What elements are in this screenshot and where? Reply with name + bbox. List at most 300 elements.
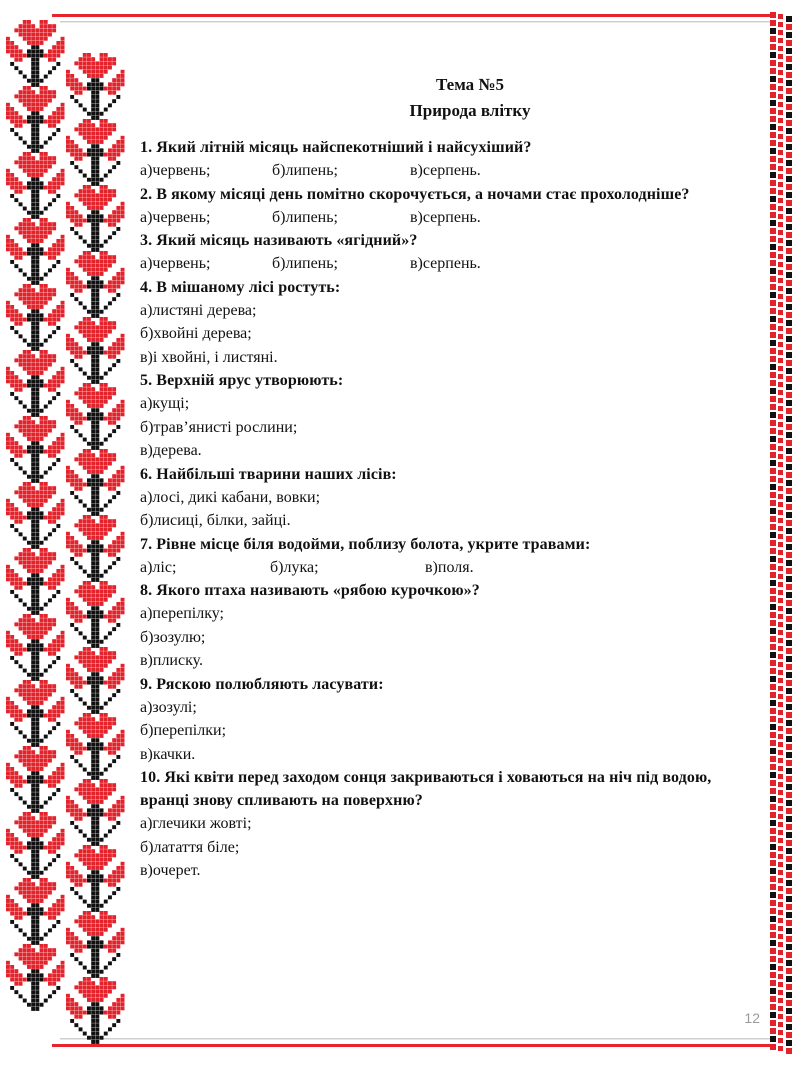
stitch-red	[14, 982, 18, 986]
stitch-red	[19, 292, 23, 296]
stitch-black	[70, 623, 74, 627]
stitch-red	[83, 783, 87, 787]
stitch-black	[79, 697, 83, 701]
stitch-black	[74, 297, 78, 301]
stitch-red	[112, 255, 116, 259]
stitch-red	[112, 619, 116, 623]
stitch-red	[104, 879, 108, 883]
stitch-red	[79, 751, 83, 755]
stitch-black	[35, 788, 39, 792]
stitch-red	[48, 33, 52, 37]
stitch-black	[91, 412, 95, 416]
stitch-red	[19, 618, 23, 622]
stitch-black	[31, 718, 35, 722]
stitch-red	[31, 37, 35, 41]
stitch-red	[87, 391, 91, 395]
stitch-black	[104, 834, 108, 838]
stitch-black	[35, 343, 39, 347]
stitch-red	[56, 371, 60, 375]
stitch-red	[91, 730, 95, 734]
stitch-red	[27, 812, 31, 816]
stitch-red	[27, 301, 31, 305]
stitch-red	[112, 91, 116, 95]
stitch-red	[61, 833, 65, 837]
stitch-red	[108, 1015, 112, 1019]
stitch-red	[87, 985, 91, 989]
stitch-red	[27, 284, 31, 288]
stitch-red	[23, 825, 27, 829]
stitch-black	[95, 949, 99, 953]
stitch-black	[91, 936, 95, 940]
stitch-red	[112, 985, 116, 989]
stitch-red	[52, 846, 56, 850]
stitch-black	[27, 49, 31, 53]
stitch-black	[87, 87, 91, 91]
stitch-red	[104, 990, 108, 994]
stitch-red	[87, 206, 91, 210]
stitch-black	[95, 631, 99, 635]
stitch-black	[35, 54, 39, 58]
stitch-red	[52, 49, 56, 53]
stitch-right	[770, 252, 776, 258]
stitch-right	[770, 1004, 776, 1010]
stitch-black	[35, 334, 39, 338]
stitch-red	[108, 787, 112, 791]
stitch-black	[40, 186, 44, 190]
stitch-right	[770, 580, 776, 586]
stitch-black	[31, 639, 35, 643]
stitch-red	[66, 874, 70, 878]
stitch-red	[44, 582, 48, 586]
stitch-red	[112, 655, 116, 659]
stitch-red	[6, 115, 10, 119]
stitch-red	[79, 391, 83, 395]
stitch-red	[52, 322, 56, 326]
stitch-right	[770, 524, 776, 530]
stitch-red	[100, 915, 104, 919]
stitch-red	[83, 66, 87, 70]
stitch-red	[91, 602, 95, 606]
stitch-red	[10, 965, 14, 969]
stitch-red	[79, 396, 83, 400]
stitch-red	[74, 949, 78, 953]
stitch-red	[108, 858, 112, 862]
stitch-red	[44, 812, 48, 816]
stitch-black	[40, 1003, 44, 1007]
stitch-red	[66, 140, 70, 144]
stitch-red	[104, 255, 108, 259]
stitch-black	[31, 124, 35, 128]
stitch-right	[786, 200, 792, 206]
stitch-red	[52, 454, 56, 458]
stitch-black	[95, 412, 99, 416]
stitch-right	[778, 158, 783, 163]
stitch-red	[35, 41, 39, 45]
stitch-black	[31, 796, 35, 800]
stitch-black	[91, 627, 95, 631]
stitch-red	[87, 787, 91, 791]
stitch-red	[70, 544, 74, 548]
stitch-right	[786, 736, 792, 742]
stitch-right	[770, 308, 776, 314]
stitch-red	[35, 363, 39, 367]
stitch-black	[100, 940, 104, 944]
right-embroidery-border	[770, 12, 792, 1054]
stitch-red	[27, 156, 31, 160]
stitch-red	[61, 313, 65, 317]
stitch-black	[31, 586, 35, 590]
stitch-red	[56, 239, 60, 243]
stitch-red	[104, 647, 108, 651]
stitch-red	[74, 655, 78, 659]
stitch-red	[121, 532, 125, 536]
stitch-right	[786, 80, 792, 86]
stitch-red	[31, 688, 35, 692]
stitch-red	[91, 57, 95, 61]
stitch-right	[770, 468, 776, 474]
stitch-red	[66, 928, 70, 932]
stitch-red	[79, 387, 83, 391]
stitch-red	[6, 309, 10, 313]
stitch-red	[27, 697, 31, 701]
stitch-red	[112, 808, 116, 812]
stitch-red	[44, 222, 48, 226]
stitch-red	[23, 222, 27, 226]
stitch-right	[778, 502, 783, 507]
stitch-black	[91, 615, 95, 619]
stitch-right	[778, 526, 783, 531]
stitch-red	[23, 186, 27, 190]
stitch-red	[121, 606, 125, 610]
stitch-red	[104, 813, 108, 817]
stitch-red	[91, 792, 95, 796]
stitch-red	[61, 247, 65, 251]
stitch-red	[61, 763, 65, 767]
stitch-black	[91, 636, 95, 640]
stitch-red	[56, 54, 60, 58]
stitch-black	[91, 487, 95, 491]
stitch-black	[83, 900, 87, 904]
stitch-black	[31, 256, 35, 260]
answer-options-row	[140, 159, 740, 183]
stitch-red	[104, 928, 108, 932]
stitch-red	[23, 28, 27, 32]
stitch-red	[66, 280, 70, 284]
stitch-red	[44, 618, 48, 622]
stitch-red	[10, 899, 14, 903]
stitch-red	[66, 544, 70, 548]
stitch-red	[100, 994, 104, 998]
stitch-black	[95, 417, 99, 421]
stitch-red	[48, 124, 52, 128]
stitch-red	[48, 358, 52, 362]
stitch-right	[770, 972, 776, 978]
stitch-red	[10, 305, 14, 309]
stitch-black	[35, 256, 39, 260]
stitch-black	[31, 916, 35, 920]
stitch-red	[10, 771, 14, 775]
stitch-black	[56, 986, 60, 990]
stitch-red	[44, 363, 48, 367]
stitch-red	[6, 631, 10, 635]
stitch-red	[52, 688, 56, 692]
stitch-red	[61, 709, 65, 713]
answer-option: в)серпень.	[410, 255, 481, 272]
stitch-red	[31, 552, 35, 556]
stitch-red	[87, 53, 91, 57]
stitch-red	[87, 251, 91, 255]
stitch-black	[27, 937, 31, 941]
stitch-red	[23, 169, 27, 173]
stitch-red	[56, 767, 60, 771]
stitch-red	[100, 453, 104, 457]
stitch-black	[95, 644, 99, 648]
stitch-black	[31, 705, 35, 709]
stitch-red	[14, 841, 18, 845]
stitch-right	[778, 598, 783, 603]
stitch-black	[35, 598, 39, 602]
stitch-black	[35, 471, 39, 475]
stitch-right	[786, 456, 792, 462]
stitch-red	[74, 285, 78, 289]
stitch-right	[770, 236, 776, 242]
stitch-red	[87, 928, 91, 932]
stitch-red	[66, 804, 70, 808]
stitch-red	[116, 87, 120, 91]
stitch-red	[35, 165, 39, 169]
stitch-black	[31, 396, 35, 400]
stitch-red	[108, 813, 112, 817]
stitch-black	[95, 1023, 99, 1027]
stitch-black	[52, 792, 56, 796]
stitch-red	[74, 78, 78, 82]
stitch-black	[91, 623, 95, 627]
stitch-right	[778, 230, 783, 235]
stitch-red	[40, 878, 44, 882]
stitch-black	[35, 70, 39, 74]
stitch-black	[35, 541, 39, 545]
stitch-black	[31, 388, 35, 392]
stitch-right	[786, 960, 792, 966]
stitch-red	[31, 358, 35, 362]
stitch-black	[52, 396, 56, 400]
stitch-red	[61, 445, 65, 449]
stitch-black	[31, 75, 35, 79]
stitch-black	[56, 854, 60, 858]
stitch-right	[786, 568, 792, 574]
stitch-red	[52, 516, 56, 520]
stitch-black	[35, 735, 39, 739]
stitch-black	[31, 462, 35, 466]
stitch-red	[70, 285, 74, 289]
stitch-right	[770, 516, 776, 522]
stitch-red	[100, 383, 104, 387]
stitch-black	[27, 978, 31, 982]
stitch-black	[40, 516, 44, 520]
stitch-red	[66, 338, 70, 342]
stitch-red	[116, 140, 120, 144]
stitch-red	[74, 289, 78, 293]
stitch-red	[6, 697, 10, 701]
stitch-red	[70, 140, 74, 144]
stitch-red	[14, 120, 18, 124]
stitch-red	[70, 940, 74, 944]
stitch-red	[31, 882, 35, 886]
answer-option: в)плиску.	[140, 652, 204, 669]
stitch-black	[87, 549, 91, 553]
stitch-red	[74, 685, 78, 689]
stitch-black	[31, 111, 35, 115]
stitch-red	[70, 615, 74, 619]
stitch-red	[79, 610, 83, 614]
stitch-red	[6, 247, 10, 251]
stitch-red	[61, 441, 65, 445]
stitch-red	[23, 218, 27, 222]
stitch-red	[6, 961, 10, 965]
stitch-red	[95, 523, 99, 527]
stitch-red	[52, 424, 56, 428]
stitch-black	[52, 198, 56, 202]
stitch-right	[778, 150, 783, 155]
stitch-red	[100, 998, 104, 1002]
stitch-right	[786, 56, 792, 62]
stitch-red	[95, 664, 99, 668]
stitch-right	[770, 1020, 776, 1026]
stitch-red	[31, 495, 35, 499]
stitch-right	[778, 654, 783, 659]
answer-option: б)липень;	[272, 255, 338, 272]
stitch-right	[778, 670, 783, 675]
stitch-red	[116, 412, 120, 416]
stitch-red	[87, 387, 91, 391]
stitch-black	[31, 177, 35, 181]
stitch-red	[83, 483, 87, 487]
stitch-black	[74, 561, 78, 565]
stitch-black	[91, 961, 95, 965]
stitch-black	[95, 276, 99, 280]
stitch-red	[10, 582, 14, 586]
stitch-red	[56, 582, 60, 586]
stitch-black	[95, 838, 99, 842]
stitch-right	[778, 62, 783, 67]
stitch-black	[108, 433, 112, 437]
stitch-black	[35, 207, 39, 211]
stitch-black	[108, 499, 112, 503]
stitch-red	[100, 668, 104, 672]
stitch-red	[44, 882, 48, 886]
stitch-red	[100, 119, 104, 123]
stitch-red	[74, 280, 78, 284]
stitch-black	[31, 343, 35, 347]
stitch-red	[83, 219, 87, 223]
stitch-black	[91, 883, 95, 887]
stitch-red	[104, 202, 108, 206]
stitch-right	[770, 196, 776, 202]
stitch-red	[66, 478, 70, 482]
stitch-black	[27, 541, 31, 545]
stitch-right	[778, 166, 783, 171]
stitch-red	[23, 99, 27, 103]
stitch-black	[31, 541, 35, 545]
stitch-red	[56, 41, 60, 45]
stitch-black	[104, 108, 108, 112]
stitch-black	[31, 837, 35, 841]
stitch-red	[66, 210, 70, 214]
stitch-right	[786, 1024, 792, 1030]
stitch-red	[44, 284, 48, 288]
stitch-black	[56, 458, 60, 462]
stitch-red	[23, 746, 27, 750]
stitch-red	[14, 577, 18, 581]
stitch-red	[83, 1011, 87, 1015]
stitch-red	[27, 20, 31, 24]
stitch-red	[44, 218, 48, 222]
stitch-black	[95, 883, 99, 887]
stitch-red	[48, 511, 52, 515]
stitch-black	[91, 367, 95, 371]
stitch-black	[14, 792, 18, 796]
stitch-black	[48, 862, 52, 866]
stitch-black	[10, 326, 14, 330]
stitch-red	[40, 952, 44, 956]
stitch-red	[104, 589, 108, 593]
stitch-red	[40, 899, 44, 903]
stitch-red	[83, 136, 87, 140]
stitch-red	[19, 354, 23, 358]
stitch-right	[770, 612, 776, 618]
stitch-red	[87, 924, 91, 928]
stitch-red	[87, 981, 91, 985]
stitch-red	[95, 726, 99, 730]
stitch-right	[786, 32, 792, 38]
stitch-red	[70, 610, 74, 614]
stitch-black	[91, 874, 95, 878]
stitch-black	[87, 442, 91, 446]
stitch-red	[40, 618, 44, 622]
stitch-black	[10, 128, 14, 132]
stitch-red	[83, 127, 87, 131]
stitch-red	[27, 816, 31, 820]
stitch-black	[91, 495, 95, 499]
stitch-black	[23, 207, 27, 211]
stitch-black	[35, 281, 39, 285]
stitch-black	[95, 970, 99, 974]
stitch-black	[112, 561, 116, 565]
stitch-red	[121, 210, 125, 214]
stitch-red	[10, 252, 14, 256]
stitch-red	[56, 252, 60, 256]
stitch-red	[112, 87, 116, 91]
stitch-red	[23, 486, 27, 490]
stitch-black	[35, 83, 39, 87]
stitch-red	[112, 474, 116, 478]
stitch-black	[95, 231, 99, 235]
stitch-black	[31, 132, 35, 136]
stitch-black	[100, 346, 104, 350]
stitch-red	[70, 672, 74, 676]
stitch-red	[112, 615, 116, 619]
stitch-red	[121, 144, 125, 148]
stitch-red	[104, 660, 108, 664]
stitch-black	[112, 693, 116, 697]
stitch-right	[770, 772, 776, 778]
stitch-red	[79, 123, 83, 127]
stitch-right	[778, 294, 783, 299]
stitch-red	[74, 610, 78, 614]
stitch-red	[31, 569, 35, 573]
stitch-black	[100, 615, 104, 619]
stitch-black	[100, 544, 104, 548]
